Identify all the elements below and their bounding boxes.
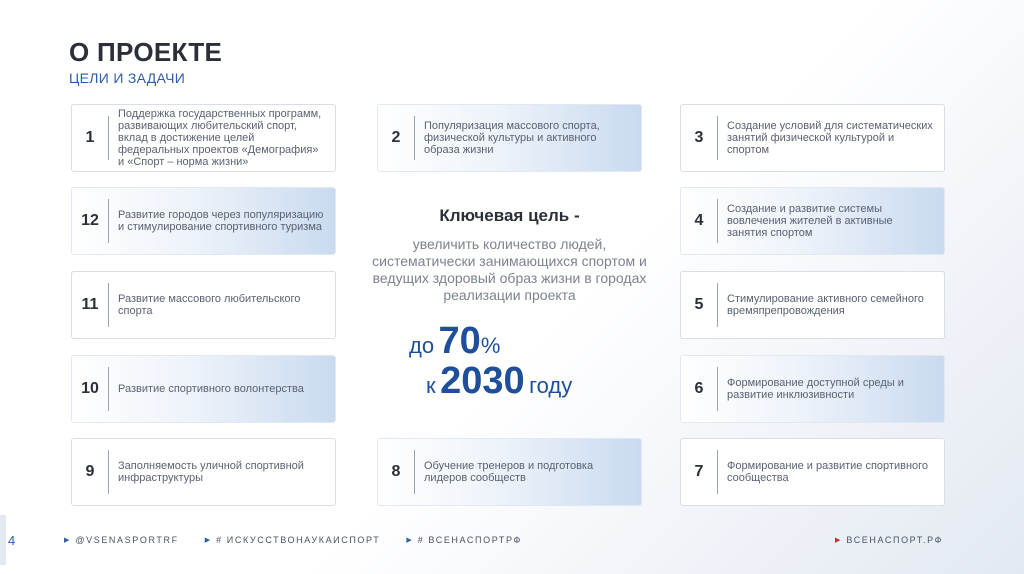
goal-card-9 [71,438,336,506]
goal-text: Создание и развитие системы вовлечения жителей в активные занятия спортом [727,203,893,239]
page-title: О ПРОЕКТЕ [69,37,223,67]
percent-unit: % [480,333,501,358]
goal-number: 6 [694,380,704,397]
goal-number: 8 [391,463,401,480]
goal-number: 5 [694,296,704,313]
goal-number: 10 [81,380,99,397]
goal-number: 9 [85,463,95,480]
goal-card-8 [377,438,642,506]
key-goal-title: Ключевая цель - [439,206,580,225]
goal-card-3 [680,104,945,172]
goal-card-12 [71,187,336,255]
goal-text: Формирование доступной среды и развитие инклюзивности [727,377,904,401]
goal-text: Обучение тренеров и подготовка лидеров сообществ [424,460,594,484]
goal-text: Создание условий для систематических занятий физической культурой и спортом [727,120,933,156]
site-label: ВСЕНАСПОРТ.РФ [846,535,944,545]
goal-card-7 [680,438,945,506]
goal-card-11 [71,271,336,339]
goal-text: Развитие спортивного волонтерства [118,383,304,395]
goal-text: Заполняемость уличной спортивной инфраструктуры [118,460,304,484]
triangle-right-icon: ▶ [64,537,70,544]
key-goal-text: увеличить количество людей, систематически занимающихся спортом и ведущих здоровый образ жизни в городах реализации проекта [372,236,647,303]
key-goal-target-percent [409,320,500,363]
goal-number: 4 [694,212,704,229]
goal-card-2 [377,104,642,172]
goal-card-5 [680,271,945,339]
footer-tag[interactable] [205,535,381,545]
goal-card-6 [680,355,945,423]
footer-site-link[interactable] [835,535,943,545]
triangle-right-icon: ▶ [406,537,412,544]
key-goal-target-year [426,360,572,403]
footer-tag[interactable] [406,535,522,545]
goal-number: 11 [81,296,99,313]
goal-card-1 [71,104,336,172]
tag-label: # ВСЕНАСПОРТРФ [417,535,522,545]
tag-label: @VSENASPORTRF [75,535,179,545]
year-value: 2030 [440,360,525,402]
triangle-right-icon: ▶ [204,537,211,544]
goal-text: Популяризация массового спорта, физической культуры и активного образа жизни [424,120,600,156]
goal-text: Развитие массового любительского спорта [118,293,301,317]
prefix-do: до [409,333,435,358]
goal-text: Формирование и развитие спортивного сообщества [727,460,929,484]
goal-number: 3 [694,129,704,146]
goal-text: Поддержка государственных программ, развивающих любительский спорт, вклад в достижение целей федеральных проектов «Демография» и «Спорт – норма жизни» [118,108,322,168]
footer-tag[interactable] [64,535,179,545]
percent-value: 70 [438,320,481,362]
prefix-k: к [426,373,436,398]
slide-number: 4 [8,533,16,548]
goal-number: 7 [694,463,704,480]
page-subtitle: ЦЕЛИ И ЗАДАЧИ [69,70,186,86]
triangle-right-icon: ▶ [835,537,841,544]
tag-label: # ИСКУССТВОНАУКАИСПОРТ [216,535,381,545]
footer-tags [64,535,548,545]
goal-card-4 [680,187,945,255]
goal-number: 2 [391,129,401,146]
goal-text: Стимулирование активного семейного времяпрепровождения [727,293,924,317]
goal-number: 12 [81,212,99,229]
year-suffix: году [529,373,573,398]
goal-text: Развитие городов через популяризацию и стимулирование спортивного туризма [118,209,324,233]
slide-number-bar [0,515,6,565]
goal-number: 1 [85,129,95,146]
goal-card-10 [71,355,336,423]
